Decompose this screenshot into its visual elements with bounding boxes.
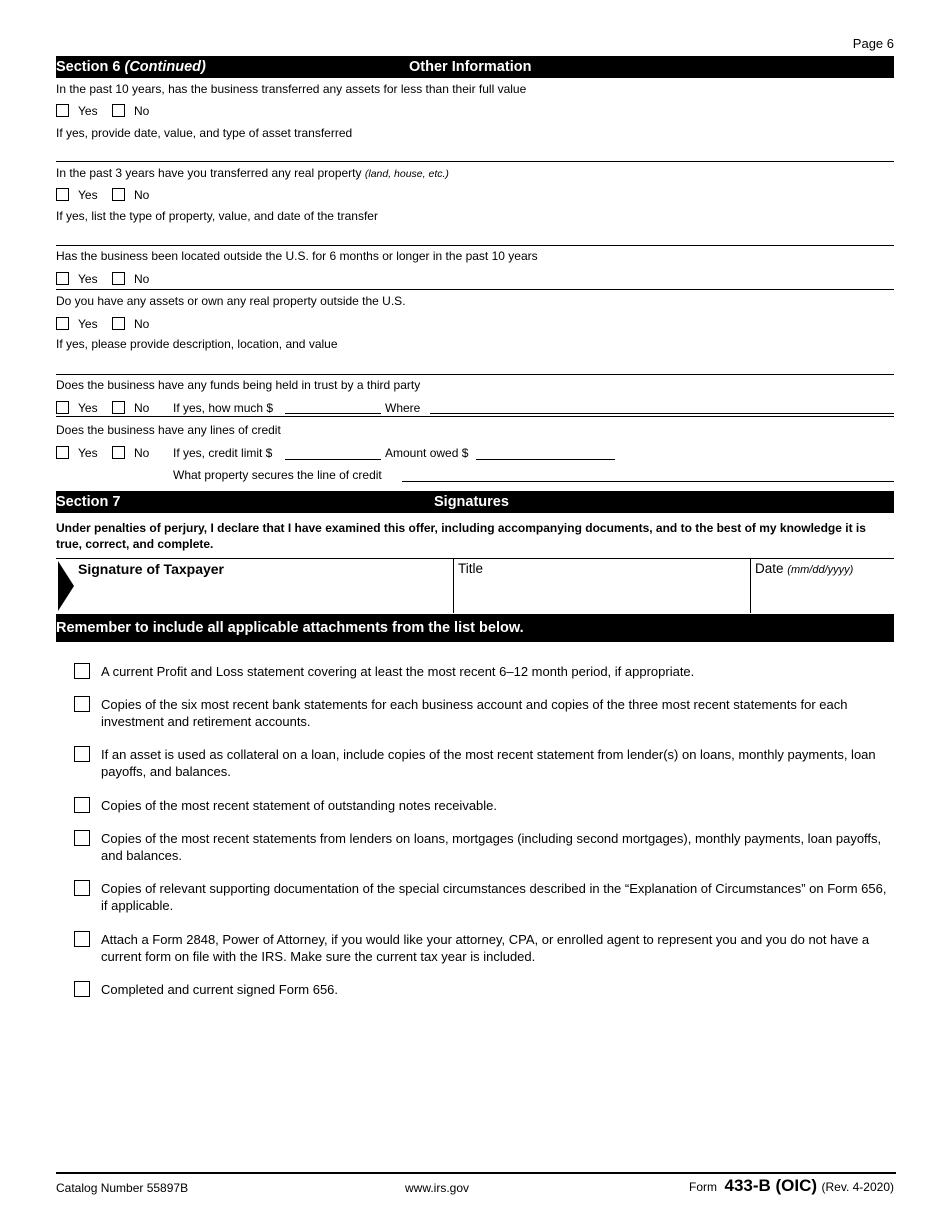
q5-no-checkbox[interactable] bbox=[112, 401, 125, 414]
divider bbox=[56, 416, 894, 417]
q2-yes-checkbox[interactable] bbox=[56, 188, 69, 201]
q1-followup: If yes, provide date, value, and type of asset transferred bbox=[56, 126, 353, 140]
attachment-item: Copies of the most recent statements from lenders on loans, mortgages (including second mortgages), monthly payments, loan payoffs, and balances. bbox=[101, 831, 882, 863]
irs-website: www.irs.gov bbox=[405, 1181, 470, 1195]
question-real-property-transferred: In the past 3 years have you transferred any real property (land, house, etc.) bbox=[56, 166, 449, 180]
q6-amount-owed-label: Amount owed $ bbox=[385, 446, 469, 460]
section-6-title: Other Information bbox=[409, 59, 532, 75]
q6-yes-checkbox[interactable] bbox=[56, 446, 69, 459]
attachment-item: Attach a Form 2848, Power of Attorney, if you would like your attorney, CPA, or enrolled agent to represent you and you do not have a current form on file with the IRS. Make sure the current tax year is included. bbox=[101, 932, 870, 964]
attachment-checkbox-5[interactable] bbox=[74, 830, 90, 846]
q6-credit-limit-field[interactable] bbox=[285, 459, 381, 460]
section-7-header bbox=[56, 491, 894, 513]
question-lines-of-credit: Does the business have any lines of credit bbox=[56, 423, 281, 437]
q6-amount-owed-field[interactable] bbox=[476, 459, 615, 460]
question-assets-outside-us: Do you have any assets or own any real property outside the U.S. bbox=[56, 294, 406, 308]
title-label: Title bbox=[458, 561, 484, 576]
attachment-checkbox-2[interactable] bbox=[74, 696, 90, 712]
q2-answer-field[interactable] bbox=[56, 226, 894, 244]
q3-no-label: No bbox=[134, 272, 150, 286]
date-label: Date (mm/dd/yyyy) bbox=[755, 561, 854, 576]
q3-no-checkbox[interactable] bbox=[112, 272, 125, 285]
page-number: Page 6 bbox=[852, 36, 894, 51]
q4-yes-label: Yes bbox=[78, 317, 98, 331]
divider bbox=[56, 161, 894, 162]
q4-answer-field[interactable] bbox=[56, 354, 894, 372]
sign-here-arrow-icon bbox=[58, 559, 74, 613]
q6-no-checkbox[interactable] bbox=[112, 446, 125, 459]
q4-no-checkbox[interactable] bbox=[112, 317, 125, 330]
perjury-declaration: Under penalties of perjury, I declare that I have examined this offer, including accompanying documents, and to the best of my knowledge it is true, correct, and complete. bbox=[56, 521, 866, 551]
question-assets-transferred: In the past 10 years, has the business transferred any assets for less than their full value bbox=[56, 82, 527, 96]
q5-how-much-label: If yes, how much $ bbox=[173, 401, 274, 415]
attachment-item: Copies of the most recent statement of outstanding notes receivable. bbox=[101, 798, 498, 813]
form-identifier: Form 433-B (OIC) (Rev. 4-2020) bbox=[689, 1176, 894, 1195]
signature-label: Signature of Taxpayer bbox=[78, 561, 225, 577]
q5-no-label: No bbox=[134, 401, 150, 415]
q5-yes-checkbox[interactable] bbox=[56, 401, 69, 414]
attachment-checkbox-4[interactable] bbox=[74, 797, 90, 813]
attachment-checkbox-8[interactable] bbox=[74, 981, 90, 997]
q2-no-label: No bbox=[134, 188, 150, 202]
q3-yes-checkbox[interactable] bbox=[56, 272, 69, 285]
attachment-item: A current Profit and Loss statement covering at least the most recent 6–12 month period, if appropriate. bbox=[101, 664, 695, 679]
section-7-label: Section 7 bbox=[56, 494, 121, 510]
attachment-item: If an asset is used as collateral on a loan, include copies of the most recent statement from lender(s) on loans, monthly payments, loan payoffs, and balances. bbox=[101, 747, 876, 779]
section-7-title: Signatures bbox=[434, 494, 509, 510]
q3-yes-label: Yes bbox=[78, 272, 98, 286]
q2-yes-label: Yes bbox=[78, 188, 98, 202]
attachment-item: Copies of the six most recent bank statements for each business account and copies of the three most recent statements for each investment and retirement accounts. bbox=[101, 697, 848, 729]
q1-answer-field[interactable] bbox=[56, 142, 894, 160]
footer-rule bbox=[56, 1172, 896, 1174]
title-field[interactable] bbox=[453, 559, 751, 613]
attachment-checkbox-7[interactable] bbox=[74, 931, 90, 947]
attachment-item: Copies of relevant supporting documentation of the special circumstances described in the “Explanation of Circumstances” on Form 656, if applicable. bbox=[101, 881, 887, 913]
divider bbox=[56, 374, 894, 375]
q4-yes-checkbox[interactable] bbox=[56, 317, 69, 330]
q2-followup: If yes, list the type of property, value, and date of the transfer bbox=[56, 209, 378, 223]
attachment-checkbox-6[interactable] bbox=[74, 880, 90, 896]
q6-yes-label: Yes bbox=[78, 446, 98, 460]
q1-no-label: No bbox=[134, 104, 150, 118]
q6-secures-field[interactable] bbox=[402, 481, 894, 482]
divider bbox=[56, 289, 894, 290]
question-funds-in-trust: Does the business have any funds being held in trust by a third party bbox=[56, 378, 421, 392]
section-6-label: Section 6 (Continued) bbox=[56, 59, 206, 75]
q5-yes-label: Yes bbox=[78, 401, 98, 415]
q5-where-field[interactable] bbox=[430, 413, 894, 414]
attachment-checkbox-1[interactable] bbox=[74, 663, 90, 679]
attachment-checkbox-3[interactable] bbox=[74, 746, 90, 762]
q2-no-checkbox[interactable] bbox=[112, 188, 125, 201]
q6-credit-limit-label: If yes, credit limit $ bbox=[173, 446, 273, 460]
q1-no-checkbox[interactable] bbox=[112, 104, 125, 117]
q6-secures-label: What property secures the line of credit bbox=[173, 468, 382, 482]
section-6-header bbox=[56, 56, 894, 78]
catalog-number: Catalog Number 55897B bbox=[56, 1181, 189, 1195]
q4-no-label: No bbox=[134, 317, 150, 331]
q1-yes-checkbox[interactable] bbox=[56, 104, 69, 117]
q4-followup: If yes, please provide description, location, and value bbox=[56, 337, 338, 351]
q6-no-label: No bbox=[134, 446, 150, 460]
q5-where-label: Where bbox=[385, 401, 421, 415]
divider bbox=[56, 245, 894, 246]
question-located-outside-us: Has the business been located outside the U.S. for 6 months or longer in the past 10 years bbox=[56, 249, 538, 263]
q1-yes-label: Yes bbox=[78, 104, 98, 118]
attachment-item: Completed and current signed Form 656. bbox=[101, 982, 339, 997]
q5-amount-field[interactable] bbox=[285, 413, 381, 414]
attachments-header: Remember to include all applicable attachments from the list below. bbox=[56, 614, 894, 642]
